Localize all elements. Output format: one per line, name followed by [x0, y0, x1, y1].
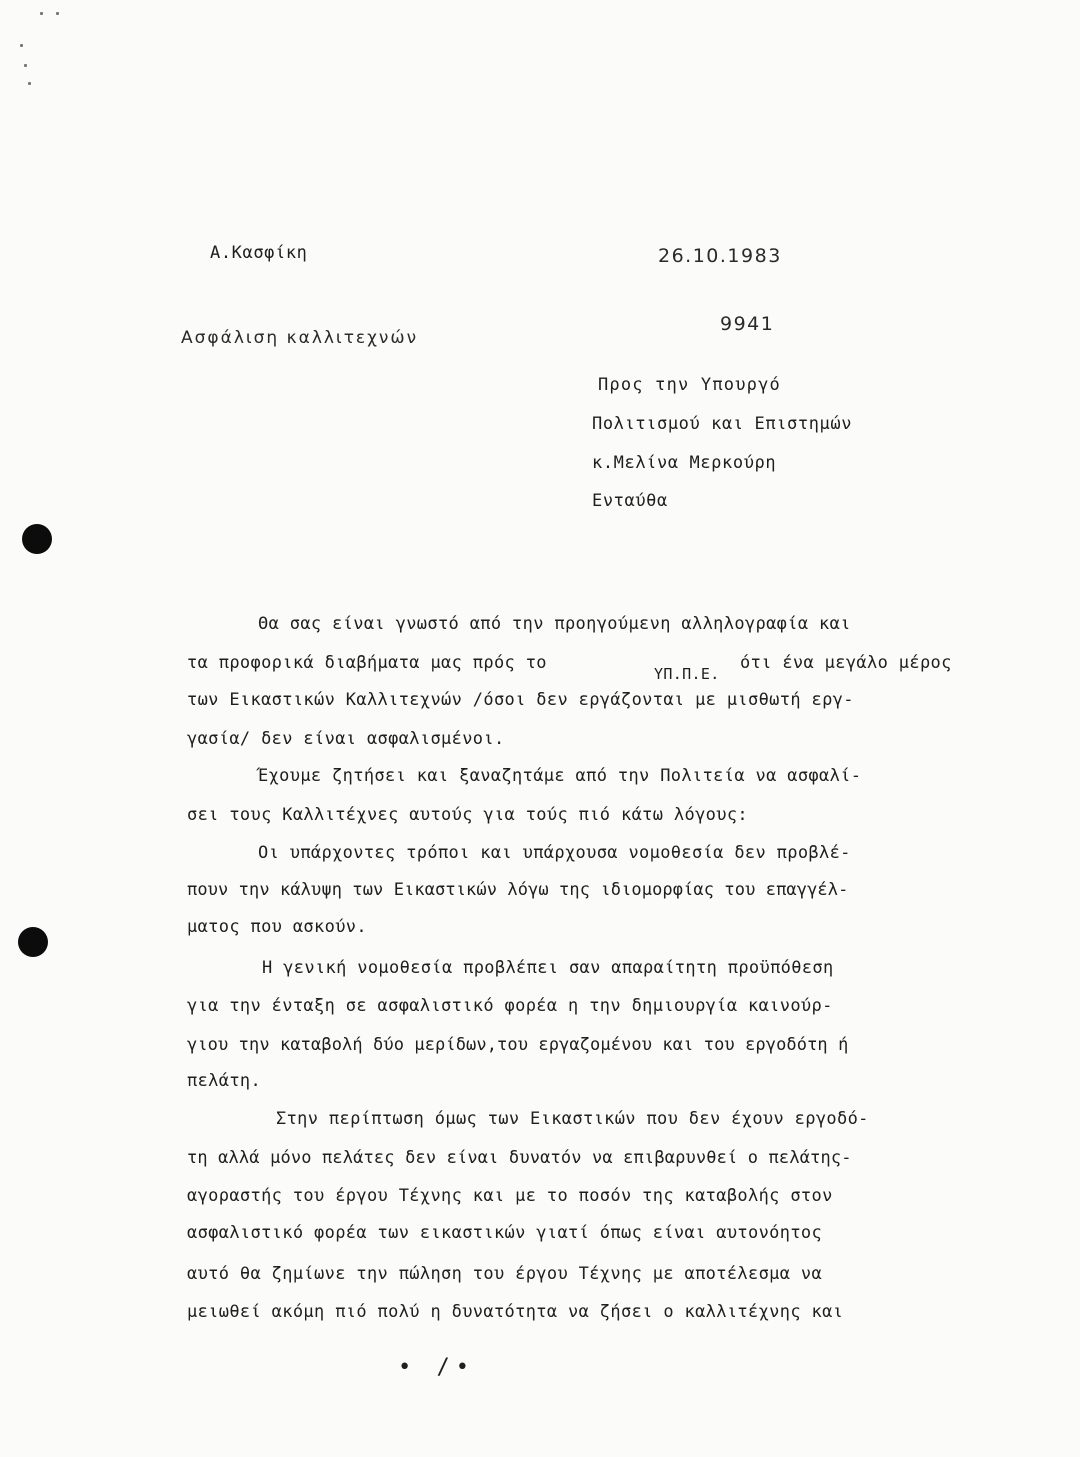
body-line: αυτό θα ζημίωνε την πώληση του έργου Τέχνης με αποτέλεσμα να	[187, 1264, 823, 1284]
body-line: γιου την καταβολή δύο μερίδων,του εργαζομένου και του εργοδότη ή	[187, 1035, 849, 1055]
speck	[28, 82, 31, 85]
body-line: σει τους Καλλιτέχνες αυτούς για τούς πιό κάτω λόγους:	[187, 805, 748, 825]
inline-abbreviation: ΥΠ.Π.Ε.	[654, 665, 720, 683]
body-line: πουν την κάλυψη των Εικαστικών λόγω της ιδιομορφίας του επαγγέλ-	[187, 880, 849, 900]
speck	[40, 12, 43, 15]
body-line: ματος που ασκούν.	[187, 917, 367, 937]
recipient-line-2: Πολιτισμού και Επιστημών	[592, 414, 853, 434]
body-line: Έχουμε ζητήσει και ξαναζητάμε από την Πολιτεία να ασφαλί-	[258, 766, 862, 786]
body-line: ασφαλιστικό φορέα των εικαστικών γιατί όπως είναι αυτονόητος	[187, 1223, 823, 1243]
body-line: Θα σας είναι γνωστό από την προηγούμενη αλληλογραφία και	[258, 614, 851, 634]
speck	[24, 64, 27, 67]
body-line: ότι ένα μεγάλο μέρος	[740, 653, 952, 673]
subject-line: Ασφάλιση καλλιτεχνών	[181, 328, 419, 348]
body-line: για την ένταξη σε ασφαλιστικό φορέα η την δημιουργία καινούρ-	[187, 996, 833, 1016]
body-line: μειωθεί ακόμη πιό πολύ η δυνατότητα να ζήσει ο καλλιτέχνης και	[187, 1302, 844, 1322]
punch-hole-bottom	[18, 927, 48, 957]
reference-number: 9941	[720, 313, 775, 335]
body-line: τα προφορικά διαβήματα μας πρός το	[187, 653, 547, 673]
recipient-line-1: Προς την Υπουργό	[598, 375, 781, 395]
body-line: γασία/ δεν είναι ασφαλισμένοι.	[187, 729, 505, 749]
speck	[20, 44, 23, 47]
recipient-line-4: Ενταύθα	[592, 491, 668, 511]
body-line: των Εικαστικών Καλλιτεχνών /όσοι δεν εργάζονται με μισθωτή εργ-	[187, 690, 854, 710]
continuation-mark: • /•	[398, 1355, 475, 1380]
body-line: Οι υπάρχοντες τρόποι και υπάρχουσα νομοθεσία δεν προβλέ-	[258, 843, 851, 863]
sender-name: Α.Κασφίκη	[210, 243, 308, 263]
body-line: αγοραστής του έργου Τέχνης και με το ποσόν της καταβολής στον	[187, 1186, 833, 1206]
body-line: Η γενική νομοθεσία προβλέπει σαν απαραίτητη προϋπόθεση	[262, 958, 834, 978]
body-line: Στην περίπτωση όμως των Εικαστικών που δεν έχουν εργοδό-	[276, 1109, 869, 1129]
body-line: τη αλλά μόνο πελάτες δεν είναι δυνατόν να επιβαρυνθεί ο πελάτης-	[187, 1148, 852, 1168]
punch-hole-top	[22, 524, 52, 554]
speck	[56, 12, 59, 15]
recipient-line-3: κ.Μελίνα Μερκούρη	[592, 453, 777, 473]
letter-date: 26.10.1983	[658, 245, 782, 267]
body-line: πελάτη.	[187, 1071, 262, 1091]
